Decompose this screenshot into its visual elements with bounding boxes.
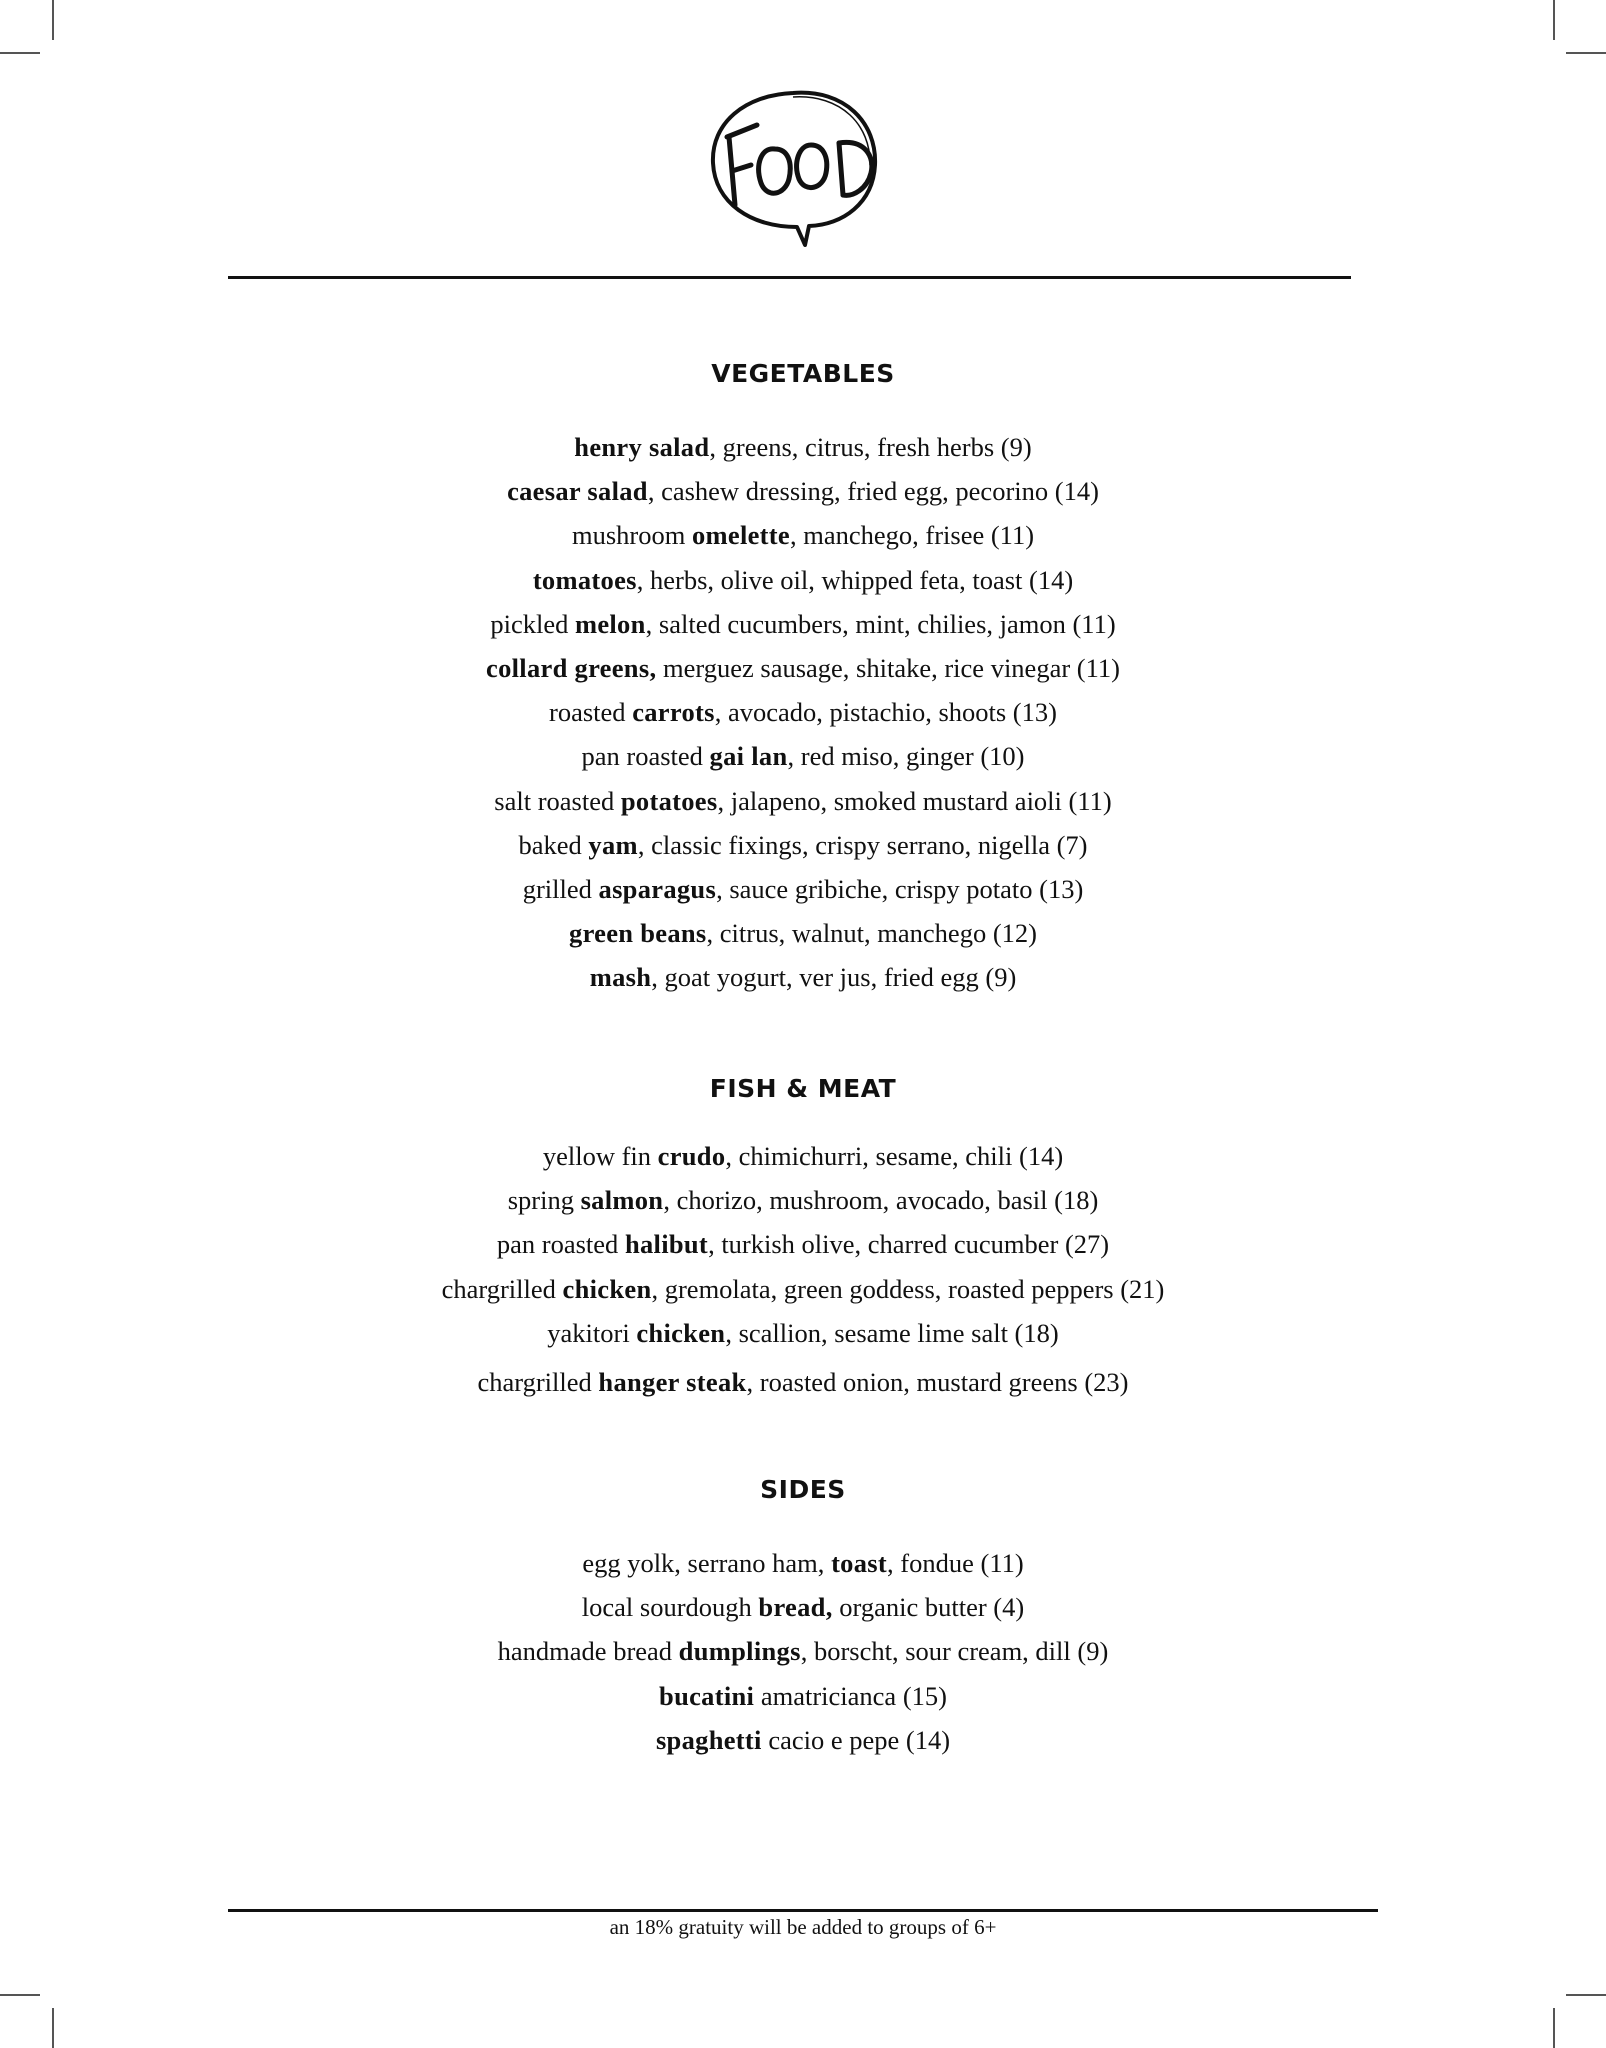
menu-item: egg yolk, serrano ham, toast, fondue (11) xyxy=(582,1548,1024,1578)
menu-list xyxy=(0,1541,1606,1762)
menu-item: salt roasted potatoes, jalapeno, smoked mustard aioli (11) xyxy=(494,785,1112,816)
menu-item: chargrilled chicken, gremolata, green goddess, roasted peppers (21) xyxy=(441,1273,1165,1304)
menu-item: collard greens, merguez sausage, shitake, rice vinegar (11) xyxy=(486,652,1120,683)
food-logo xyxy=(705,85,885,255)
menu-item: green beans, citrus, walnut, manchego (12) xyxy=(569,918,1037,949)
sides-section xyxy=(0,1475,1606,1762)
menu-item: mushroom omelette, manchego, frisee (11) xyxy=(571,520,1035,551)
menu-item: bucatini amatricianca (15) xyxy=(659,1680,947,1711)
menu-item: handmade bread dumplings, borscht, sour cream, dill (9) xyxy=(497,1636,1109,1667)
menu-item: baked yam, classic fixings, crispy serrano, nigella (7) xyxy=(518,829,1088,860)
crop-mark xyxy=(0,1994,40,1996)
menu-item: tomatoes, herbs, olive oil, whipped feta, toast (14) xyxy=(532,564,1074,595)
menu-item: chargrilled hanger steak, roasted onion, mustard greens (23) xyxy=(477,1366,1129,1397)
fish-meat-section xyxy=(0,1074,1606,1404)
header-rule xyxy=(228,276,1351,279)
crop-mark xyxy=(1553,0,1555,40)
crop-mark xyxy=(52,2008,54,2048)
crop-mark xyxy=(0,52,40,54)
gratuity-note: an 18% gratuity will be added to groups of 6+ xyxy=(609,1915,997,1939)
crop-mark xyxy=(1553,2008,1555,2048)
vegetables-section xyxy=(0,359,1606,999)
menu-item: pan roasted halibut, turkish olive, charred cucumber (27) xyxy=(496,1229,1110,1260)
menu-item: yakitori chicken, scallion, sesame lime salt (18) xyxy=(547,1317,1059,1348)
section-title: SIDES xyxy=(760,1475,846,1504)
speech-bubble-icon xyxy=(705,85,885,255)
crop-mark xyxy=(1566,1994,1606,1996)
menu-item: pickled melon, salted cucumbers, mint, chilies, jamon (11) xyxy=(490,608,1116,639)
section-title: VEGETABLES xyxy=(711,359,895,388)
menu-item: yellow fin crudo, chimichurri, sesame, chili (14) xyxy=(542,1141,1064,1171)
crop-mark xyxy=(52,0,54,40)
menu-item: mash, goat yogurt, ver jus, fried egg (9) xyxy=(589,962,1017,993)
crop-mark xyxy=(1566,52,1606,54)
menu-list xyxy=(0,1134,1606,1404)
menu-item: caesar salad, cashew dressing, fried egg, pecorino (14) xyxy=(507,476,1099,507)
section-title: FISH & MEAT xyxy=(709,1074,897,1103)
menu-item: roasted carrots, avocado, pistachio, shoots (13) xyxy=(549,697,1057,728)
menu-item: spring salmon, chorizo, mushroom, avocado, basil (18) xyxy=(507,1185,1099,1216)
logo-lettering xyxy=(727,125,872,205)
menu-list xyxy=(0,425,1606,999)
menu-item: local sourdough bread, organic butter (4) xyxy=(581,1592,1025,1623)
menu-item: henry salad, greens, citrus, fresh herbs (9) xyxy=(574,432,1032,462)
menu-item: grilled asparagus, sauce gribiche, crispy potato (13) xyxy=(522,873,1084,904)
menu-item: pan roasted gai lan, red miso, ginger (10) xyxy=(581,741,1025,772)
footer-rule xyxy=(228,1909,1378,1912)
menu-item: spaghetti cacio e pepe (14) xyxy=(655,1724,951,1755)
